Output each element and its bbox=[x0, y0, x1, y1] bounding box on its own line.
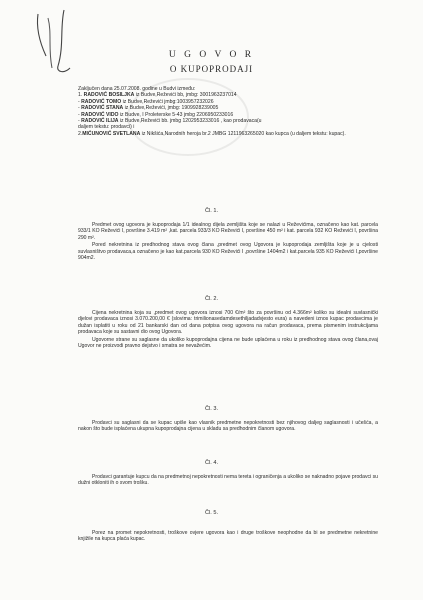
document-subtitle: O KUPOPRODAJI bbox=[169, 64, 254, 74]
buyer-name: MIĆUNOVIĆ SVETLANA bbox=[82, 130, 141, 137]
buyer-details: iz Nikšića,Narodnih heroja br.2 JMBG 1211963265020 kao kupca (u daljem tekstu: kupac). bbox=[140, 130, 346, 137]
seller-5-details: iz Budve,Reževići bb. jmbg 1202953233016 , kao prodavaca(u bbox=[118, 118, 262, 125]
seller-1-number: 1. bbox=[78, 92, 83, 99]
buyer-number: 2. bbox=[78, 130, 83, 137]
article-1-paragraph-1: Predmet ovog ugovora je kupoprodaja 1/1 idealnog dijela zemljišta koje se nalazi u Reževićima, označeno kao kat. parcela 933/1 KO Reževići I, površine 3.419 m² ,kat. parcela 933/3 KO Reževići I, površine 450 m² i kat. parcela 932 KO Reževići I, površina 290 m². bbox=[78, 222, 378, 241]
article-3-paragraph: Prodavci su saglasni da se kupac upiše kao vlasnik predmetne nepokretnosti bez njihovog daljeg saglasnosti i učešća, a nakon što bude isplaćena ukupna kupoprodajna cijena u skladu sa predhodnim članom ugovora. bbox=[78, 420, 378, 433]
article-1-body bbox=[78, 222, 378, 262]
seller-3-details: iz Budve,Reževići, jmbg: 1909928239005 bbox=[123, 105, 219, 112]
seller-4-name: RADOVIĆ VIDO bbox=[81, 111, 119, 118]
seller-3-dash: - bbox=[78, 105, 80, 112]
buyer bbox=[78, 131, 346, 137]
document-title: U G O V O R bbox=[168, 50, 255, 60]
article-1-heading: Čl. 1. bbox=[204, 208, 219, 214]
seller-3-name: RADOVIĆ STANA bbox=[81, 105, 124, 112]
seller-2-dash: - bbox=[78, 98, 80, 105]
article-4-heading: Čl. 4. bbox=[204, 460, 219, 466]
article-1-paragraph-2: Pored nekretnina iz predhodnog stava ovog člana ,predmet ovog Ugovora je kupoprodaja zemljišta koje je u cjelosti suvlasništvo prodavaca,a označeno je kao kat.parcela 930 KO Reževići I ,površine 1404m2 i kat.parcela 935 KO Reževići I,površine 904m2. bbox=[78, 242, 378, 262]
seller-1-details: iz Budve,Reževići bb, jmbg: 3001963237014 bbox=[134, 92, 237, 99]
seller-5-dash: - bbox=[78, 118, 80, 125]
article-2-paragraph-1: Cijena nekretnina koja su ,predmet ovog ugovora iznosi 700 €/m² što za površinu od 4.366m² koliko su idealni suvlasnički djelovi prodavaca iznosi 3.070.200,00 € (slovima: trimilionasedamdesethiljadadvjesto eura) a navedeni iznos kupac prodavcima je dužan isplatiti u roku od 21 bankarski dan od dana potpisa ovog ugovora na račun prodavaca, prema pismenim instrukcijama prodavaca koje su sastavni dio ovog Ugovora. bbox=[78, 310, 378, 336]
article-2-body bbox=[78, 310, 378, 350]
article-2-paragraph-2: Ugovorne strane su saglasne da ukoliko kupoprodajna cijena ne bude uplaćena u roku iz predhodnog stava ovog člana,ovaj Ugovor ne proizvodi pravno dejstvo i smatra se nevažećim. bbox=[78, 336, 378, 350]
intro-line: Zaključen dana 25.07.2008. godine u Budvi između: bbox=[78, 86, 196, 92]
article-3-heading: Čl. 3. bbox=[204, 406, 219, 412]
seller-2-details: iz Budve,Reževići jmbg:1003957232026 bbox=[121, 98, 214, 105]
seller-5-name: RADOVIĆ ILIJA bbox=[81, 118, 119, 125]
article-5-paragraph: Porez na promet nepokretnosti, troškove ovjere ugovora kao i druge troškove neophodne da bi se predmetne nekretnine knjižile na kupca plaća kupac. bbox=[78, 530, 378, 543]
seller-1-name: RADOVIĆ BOSILJKA bbox=[83, 92, 135, 99]
seller-2-name: RADOVIĆ TOMO bbox=[81, 98, 122, 105]
article-4-paragraph: Prodavci garantuje kupcu da na predmetnoj nepokretnosti nema tereta i ograničenja a ukoliko se naknadno pojave prodavci su dužni otkloniti ih o svom trošku. bbox=[78, 474, 378, 487]
seller-4-details: iz Budve, I Proleterske 5-43 jmbg 2206950233016 bbox=[118, 111, 234, 118]
article-5-body bbox=[78, 530, 378, 544]
seller-4-dash: - bbox=[78, 111, 80, 118]
sellers-note: daljem tekstu: prodavci) i bbox=[78, 124, 135, 131]
article-3-body bbox=[78, 420, 378, 434]
parties-block bbox=[78, 86, 378, 137]
article-4-body bbox=[78, 474, 378, 488]
article-5-heading: Čl. 5. bbox=[204, 510, 219, 516]
article-2-heading: Čl. 2. bbox=[204, 296, 219, 302]
